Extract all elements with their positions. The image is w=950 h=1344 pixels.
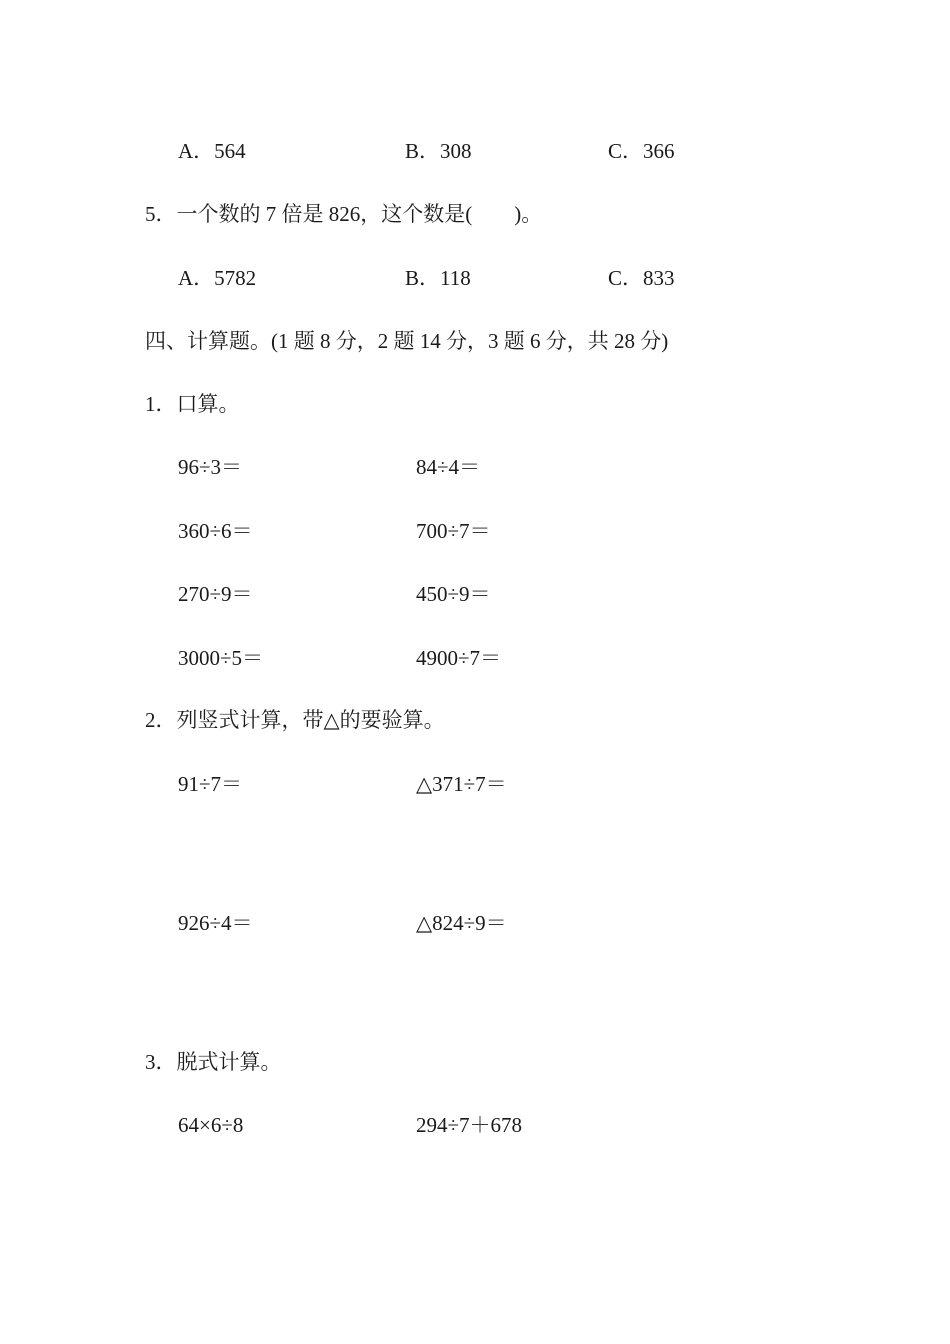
- step-calc-item: 294÷7＋678: [416, 1113, 523, 1137]
- mental-math-item: 700÷7＝: [416, 519, 491, 543]
- q4-option-a: A．564: [178, 139, 246, 163]
- mental-math-item: 360÷6＝: [178, 519, 253, 543]
- vertical-calc-item: △824÷9＝: [416, 911, 507, 935]
- q4-option-b: B．308: [405, 139, 472, 163]
- q5-stem: 5．一个数的 7 倍是 826，这个数是( )。: [145, 202, 543, 226]
- part3-title: 3．脱式计算。: [145, 1050, 282, 1074]
- q4-option-c: C．366: [608, 139, 675, 163]
- q5-option-a: A．5782: [178, 266, 257, 290]
- q5-option-b: B．118: [405, 266, 471, 290]
- mental-math-item: 450÷9＝: [416, 582, 491, 606]
- part2-title: 2．列竖式计算，带△的要验算。: [145, 708, 445, 732]
- vertical-calc-item: 926÷4＝: [178, 911, 253, 935]
- vertical-calc-item: △371÷7＝: [416, 772, 507, 796]
- q5-option-c: C．833: [608, 266, 675, 290]
- part1-title: 1．口算。: [145, 392, 240, 416]
- mental-math-item: 96÷3＝: [178, 455, 243, 479]
- mental-math-item: 84÷4＝: [416, 455, 481, 479]
- step-calc-item: 64×6÷8: [178, 1113, 244, 1137]
- mental-math-item: 4900÷7＝: [416, 646, 502, 670]
- section-heading: 四、计算题。(1 题 8 分，2 题 14 分，3 题 6 分，共 28 分): [145, 329, 669, 353]
- vertical-calc-item: 91÷7＝: [178, 772, 243, 796]
- mental-math-item: 3000÷5＝: [178, 646, 264, 670]
- mental-math-item: 270÷9＝: [178, 582, 253, 606]
